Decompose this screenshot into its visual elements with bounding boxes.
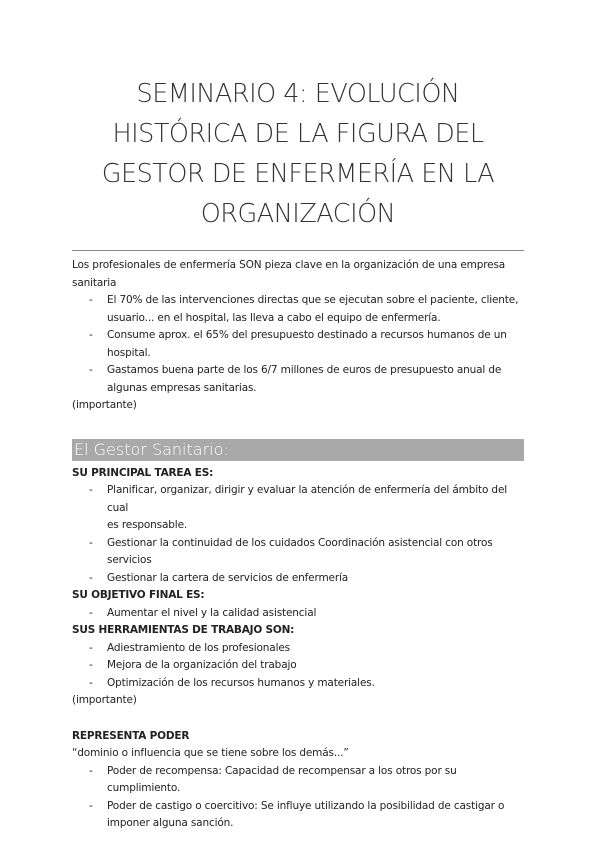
title-divider — [72, 250, 524, 251]
tarea-bullet-list — [72, 482, 524, 587]
tarea-label: SU PRINCIPAL TAREA ES: — [72, 466, 214, 479]
intro-bullet-list — [72, 292, 524, 397]
list-item-line: hospital. — [107, 346, 151, 359]
list-item — [72, 482, 524, 535]
list-item — [72, 570, 524, 588]
title-line: ORGANIZACIÓN — [200, 199, 396, 229]
herramientas-bullet-list — [72, 640, 524, 693]
list-item-line: - Gestionar la cartera de servicios de enfermería — [107, 571, 349, 584]
list-item — [72, 362, 524, 397]
list-item — [72, 535, 524, 570]
list-item — [72, 798, 524, 833]
list-item-line: - Poder de recompensa: Capacidad de recompensar a los otros por su cumplimiento. — [107, 764, 457, 794]
list-item-line: - Aumentar el nivel y la calidad asistencial — [107, 606, 317, 619]
list-item — [72, 327, 524, 362]
list-item-line: - Gestionar la continuidad de los cuidados Coordinación asistencial con otros servicios — [107, 536, 493, 566]
list-item-line: - El 70% de las intervenciones directas que se ejecutan sobre el paciente, cliente, — [107, 294, 519, 306]
list-item — [72, 605, 524, 623]
section-heading-gestor: El Gestor Sanitario: — [72, 439, 524, 461]
title-line: HISTÓRICA DE LA FIGURA DEL — [112, 119, 484, 149]
importance-note: (importante) — [72, 694, 137, 706]
objetivo-bullet-list — [72, 605, 524, 623]
poder-bullet-list — [72, 763, 524, 833]
title-line: SEMINARIO 4: EVOLUCIÓN — [136, 79, 460, 109]
poder-quote: “dominio o influencia que se tiene sobre los demás...” — [72, 747, 349, 759]
poder-label: REPRESENTA PODER — [72, 729, 190, 742]
gestor-section — [72, 465, 524, 833]
list-item-line: es responsable. — [107, 519, 188, 531]
list-item-line: - Optimización de los recursos humanos y materiales. — [107, 676, 375, 689]
list-item-line: - Adiestramiento de los profesionales — [107, 641, 290, 654]
intro-text-line: sanitaria — [72, 276, 117, 289]
list-item — [72, 763, 524, 798]
list-item-line: usuario... en el hospital, las lleva a cabo el equipo de enfermería. — [107, 311, 441, 324]
list-item-line: - Poder de castigo o coercitivo: Se influye utilizando la posibilidad de castigar o — [107, 799, 505, 812]
list-item — [72, 292, 524, 327]
objetivo-label: SU OBJETIVO FINAL ES: — [72, 589, 205, 601]
importance-note: (importante) — [72, 399, 137, 411]
intro-section — [72, 257, 524, 415]
list-item — [72, 675, 524, 693]
herramientas-label: SUS HERRAMIENTAS DE TRABAJO SON: — [72, 624, 295, 636]
list-item-line: imponer alguna sanción. — [107, 817, 234, 829]
title-line: GESTOR DE ENFERMERÍA EN LA — [101, 159, 495, 189]
spacer — [72, 710, 524, 728]
list-item-line: - Consume aprox. el 65% del presupuesto destinado a recursos humanos de un — [107, 329, 507, 341]
list-item-line: - Planificar, organizar, dirigir y evaluar la atención de enfermería del ámbito del cual — [107, 484, 508, 514]
intro-text-line: Los profesionales de enfermería SON pieza clave en la organización de una empresa — [72, 259, 506, 271]
intro-text — [72, 257, 524, 292]
list-item-line: - Gastamos buena parte de los 6/7 millones de euros de presupuesto anual de — [107, 364, 502, 376]
list-item-line: - Mejora de la organización del trabajo — [107, 659, 297, 671]
document-page — [72, 0, 524, 833]
list-item-line: algunas empresas sanitarias. — [107, 381, 257, 394]
list-item — [72, 657, 524, 675]
list-item — [72, 640, 524, 658]
page-title — [72, 74, 524, 234]
